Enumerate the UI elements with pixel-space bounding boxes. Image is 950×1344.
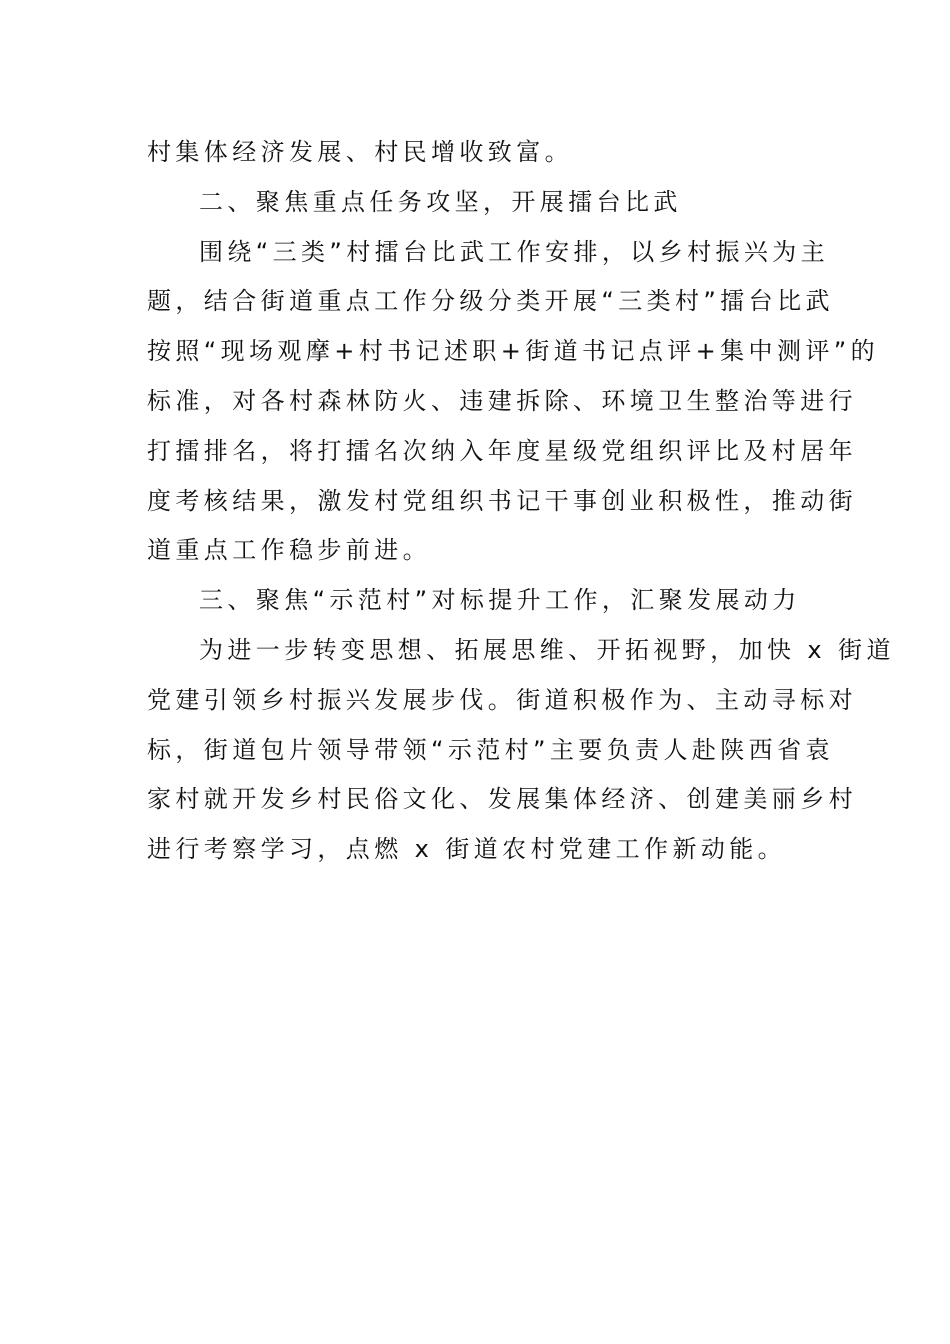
- paragraph-line: 度考核结果，激发村党组织书记干事创业积极性，推动街: [147, 486, 857, 515]
- paragraph-line: 家村就开发乡村民俗文化、发展集体经济、创建美丽乡村: [147, 785, 857, 814]
- paragraph-line: 道重点工作稳步前进。: [147, 536, 431, 565]
- section-heading-3: 三、聚焦“示范村”对标提升工作，汇聚发展动力: [199, 586, 801, 615]
- paragraph-line: 为进一步转变思想、拓展思维、开拓视野，加快 x 街道: [199, 635, 895, 664]
- paragraph-line: 党建引领乡村振兴发展步伐。街道积极作为、主动寻标对: [147, 685, 857, 714]
- paragraph-line: 围绕“三类”村擂台比武工作安排，以乡村振兴为主: [199, 237, 830, 266]
- section-heading-2: 二、聚焦重点任务攻坚，开展擂台比武: [199, 187, 682, 216]
- paragraph-line: 题，结合街道重点工作分级分类开展“三类村”擂台比武: [147, 287, 834, 316]
- paragraph-line: 打擂排名，将打擂名次纳入年度星级党组织评比及村居年: [147, 436, 857, 465]
- paragraph-line: 标准，对各村森林防火、违建拆除、环境卫生整治等进行: [147, 386, 857, 415]
- paragraph-line: 村集体经济发展、村民增收致富。: [147, 138, 573, 166]
- paragraph-line: 进行考察学习，点燃 x 街道农村党建工作新动能。: [147, 835, 787, 864]
- paragraph-line: 按照“现场观摩+村书记述职+街道书记点评+集中测评”的: [147, 337, 879, 366]
- paragraph-line: 标，街道包片领导带领“示范村”主要负责人赴陕西省袁: [147, 735, 834, 764]
- document-body: [147, 128, 895, 875]
